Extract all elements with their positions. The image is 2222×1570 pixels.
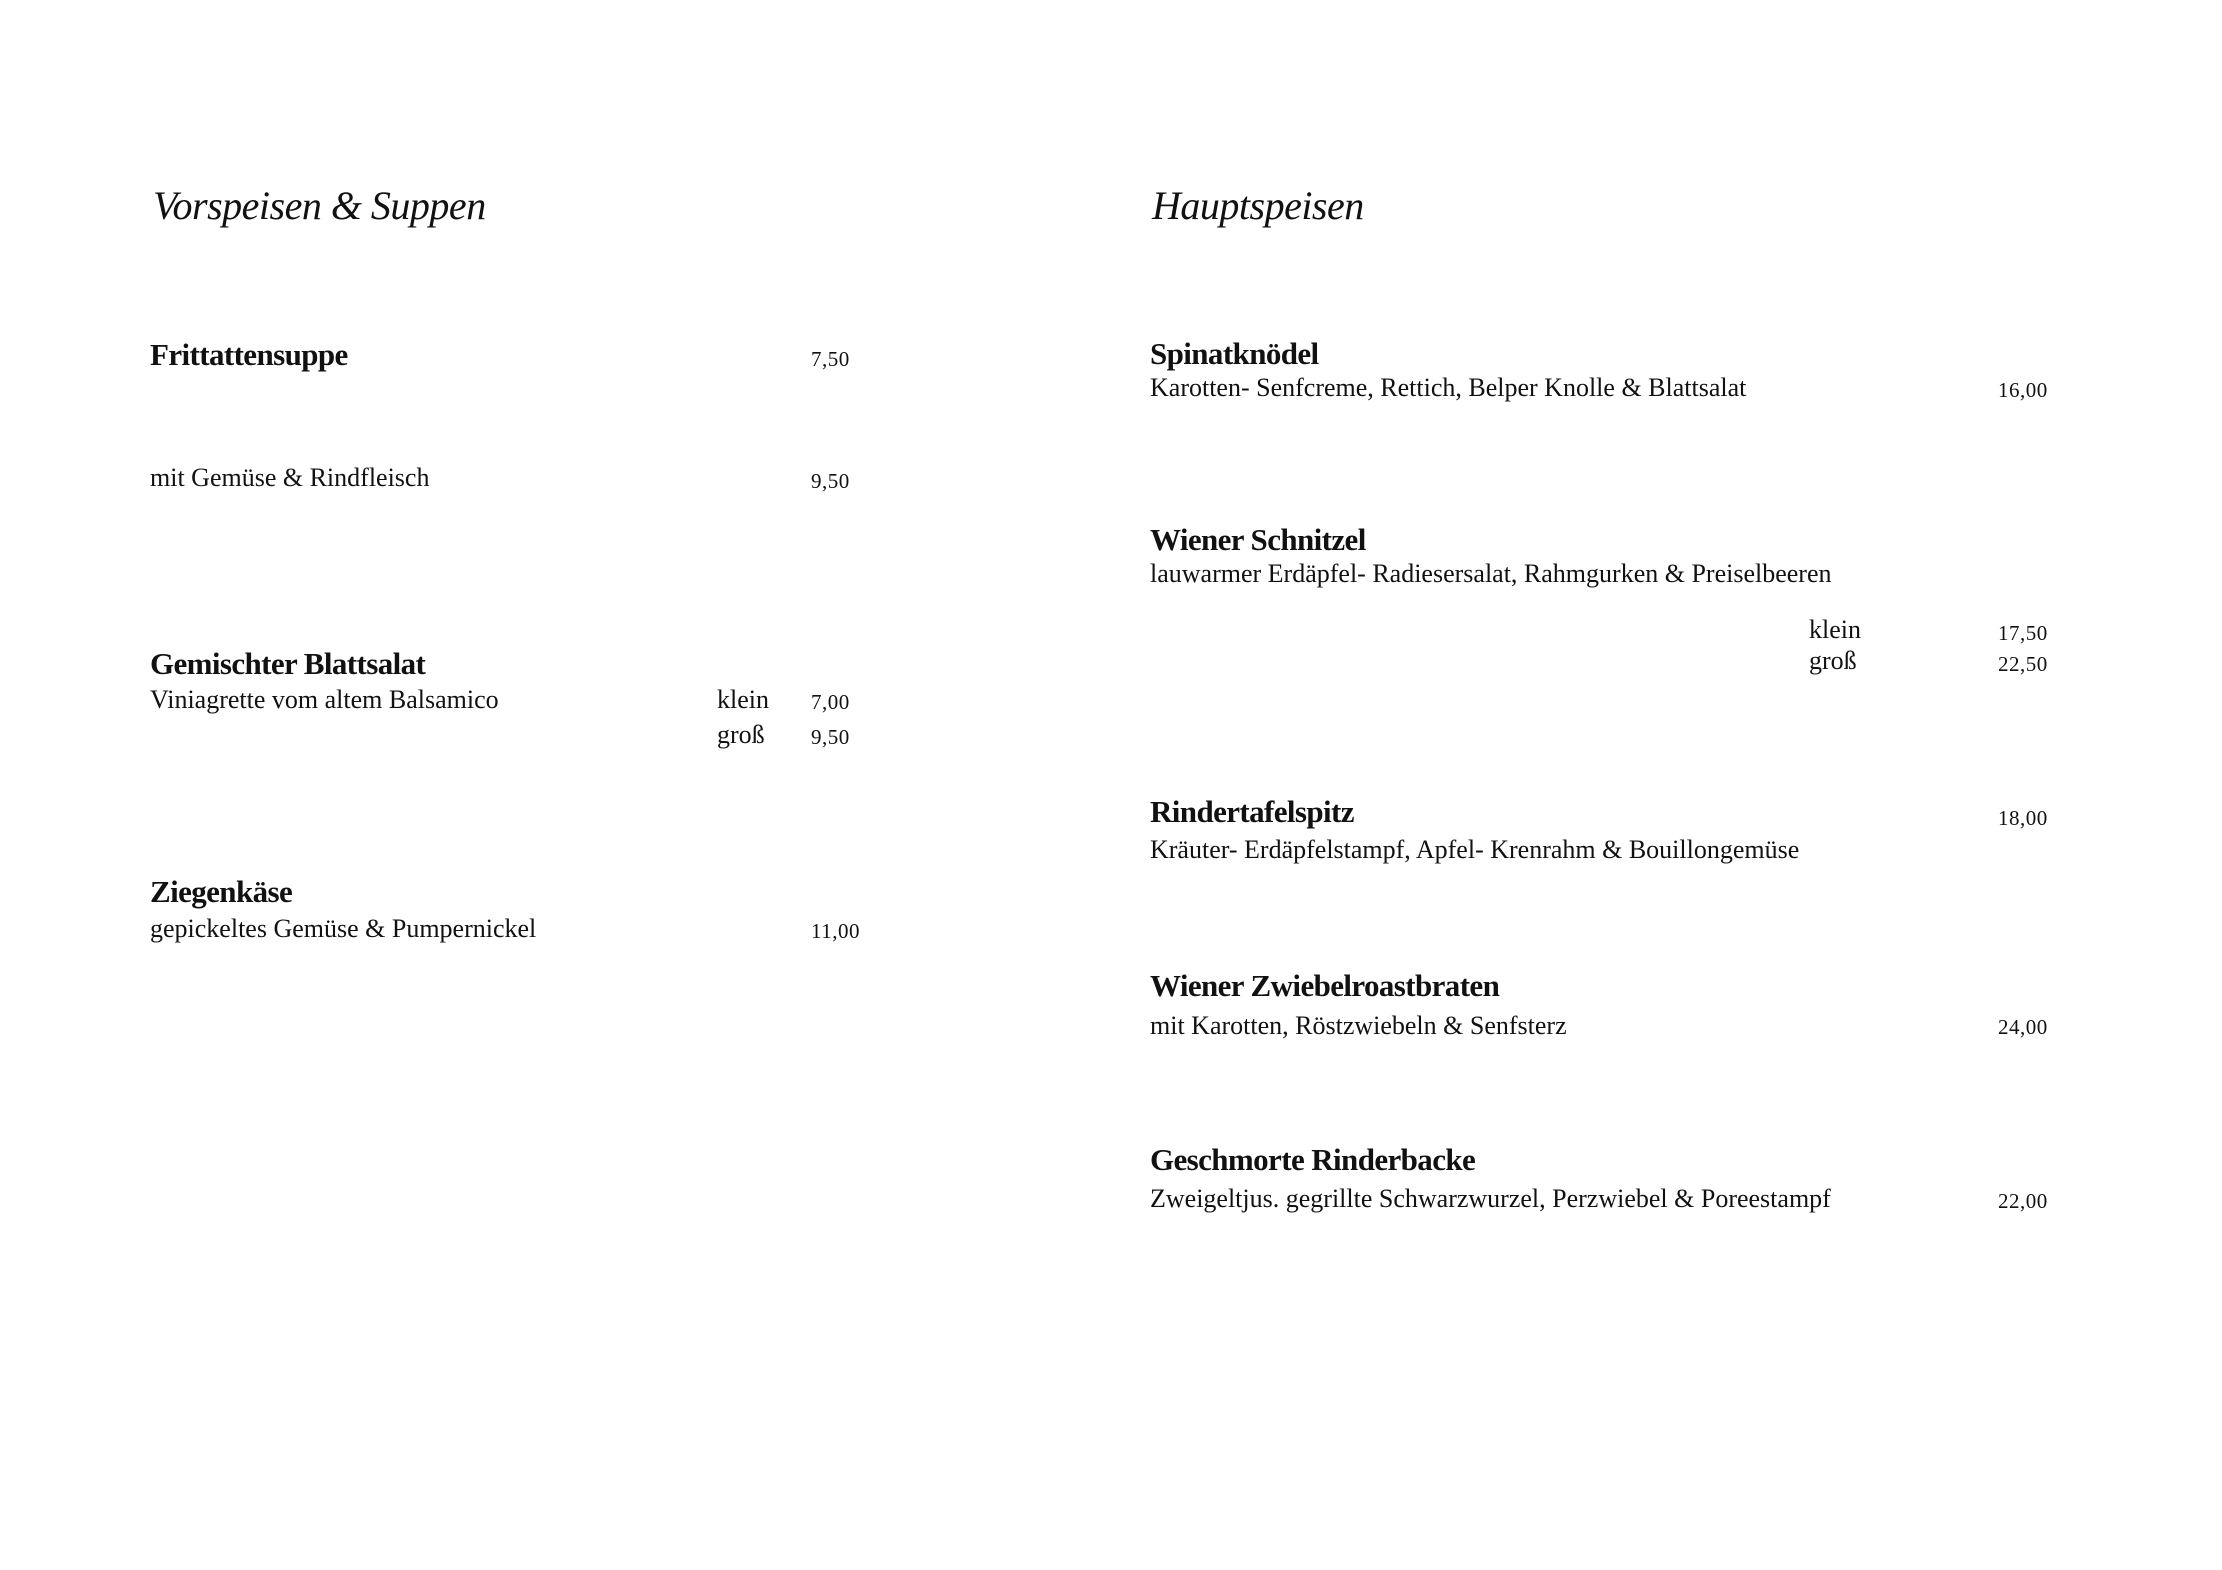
dish-description: lauwarmer Erdäpfel- Radiesersalat, Rahmgurken & Preiselbeeren xyxy=(1150,559,1832,588)
dish-name: Wiener Zwiebelroastbraten xyxy=(1150,968,1500,1003)
size-label: groß xyxy=(1809,646,1857,675)
dish-description: Viniagrette vom altem Balsamico xyxy=(150,685,499,714)
dish-price: 24,00 xyxy=(1998,1015,2048,1039)
dish-description: Zweigeltjus. gegrillte Schwarzwurzel, Perzwiebel & Poreestampf xyxy=(1150,1184,1831,1213)
dish-price: 7,00 xyxy=(811,690,850,714)
dish-name: Ziegenkäse xyxy=(150,874,293,909)
dish-price: 9,50 xyxy=(811,725,850,749)
dish-price: 22,00 xyxy=(1998,1189,2048,1213)
dish-price: 9,50 xyxy=(811,469,850,493)
dish-description: gepickeltes Gemüse & Pumpernickel xyxy=(150,914,537,943)
dish-price: 7,50 xyxy=(811,347,850,371)
size-label: klein xyxy=(1809,615,1861,644)
dish-name: Gemischter Blattsalat xyxy=(150,646,426,681)
dish-price: 16,00 xyxy=(1998,378,2048,402)
dish-description: Kräuter- Erdäpfelstampf, Apfel- Krenrahm & Bouillongemüse xyxy=(1150,835,1800,864)
dish-name: Spinatknödel xyxy=(1150,336,1319,371)
dish-price: 17,50 xyxy=(1998,621,2048,645)
dish-name: Geschmorte Rinderbacke xyxy=(1150,1142,1476,1177)
dish-name: Wiener Schnitzel xyxy=(1150,522,1366,557)
dish-description: Karotten- Senfcreme, Rettich, Belper Knolle & Blattsalat xyxy=(1150,373,1747,402)
dish-price: 22,50 xyxy=(1998,652,2048,676)
section-heading-starters: Vorspeisen & Suppen xyxy=(153,183,486,228)
dish-price: 18,00 xyxy=(1998,806,2048,830)
dish-name: Rindertafelspitz xyxy=(1150,794,1354,829)
size-label: groß xyxy=(717,720,765,749)
dish-description: mit Gemüse & Rindfleisch xyxy=(150,463,430,492)
section-heading-mains: Hauptspeisen xyxy=(1152,183,1364,228)
dish-name: Frittattensuppe xyxy=(150,337,348,372)
size-label: klein xyxy=(717,685,769,714)
dish-description: mit Karotten, Röstzwiebeln & Senfsterz xyxy=(1150,1011,1567,1040)
dish-price: 11,00 xyxy=(811,919,860,943)
